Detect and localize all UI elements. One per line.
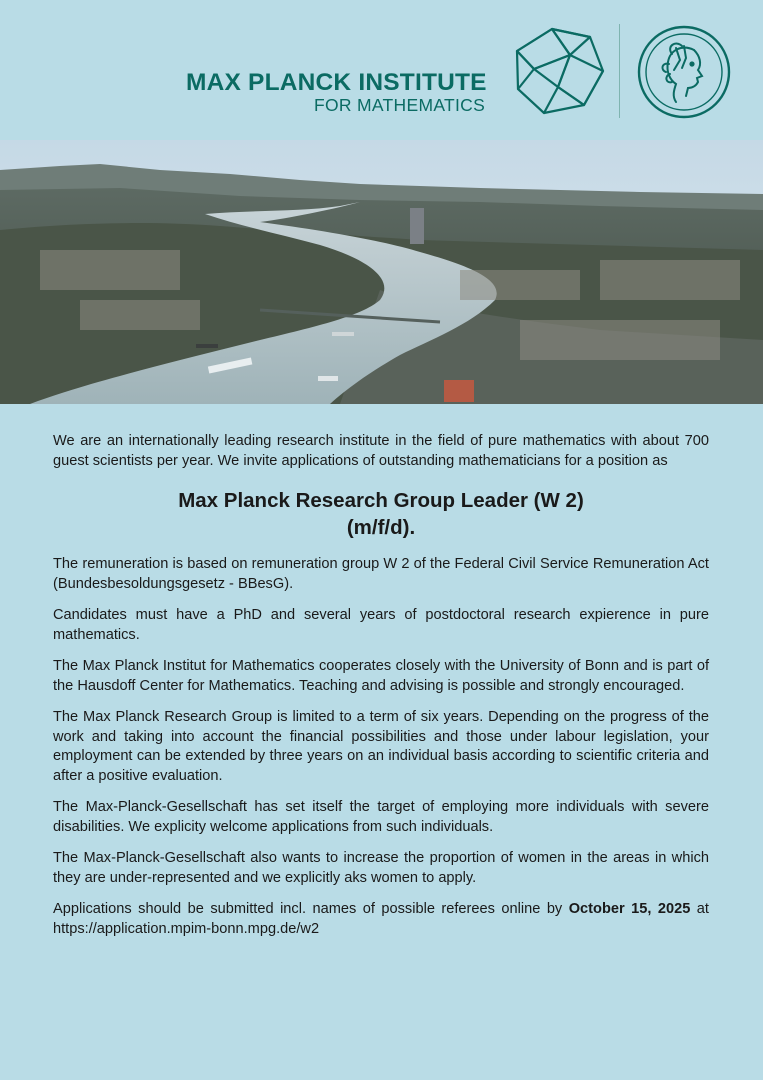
paragraph-disabilities: The Max-Planck-Gesellschaft has set itself the target of employing more individuals with severe disabilities. We explicity welcome applications from such individuals. <box>53 799 709 835</box>
job-posting <box>53 432 709 951</box>
application-url[interactable]: https://application.mpim-bonn.mpg.de/w2 <box>53 920 320 937</box>
header <box>0 0 763 140</box>
application-deadline: October 15, 2025 <box>568 901 691 917</box>
application-text: Applications should be submitted incl. names of possible referees online by <box>53 901 569 917</box>
paragraph-cooperation: The Max Planck Institut for Mathematics cooperates closely with the University of Bonn and is part of the Hausdoff Center for Mathematics. Teaching and advising is possible and strongly encouraged. <box>53 658 709 694</box>
paragraph-remuneration: The remuneration is based on remuneration group W 2 of the Federal Civil Service Remuneration Act (Bundesbesoldungsgesetz - BBesG). <box>53 556 709 592</box>
minerva-seal-icon <box>636 24 732 120</box>
paragraph-candidates: Candidates must have a PhD and several years of postdoctoral research expierence in pure mathematics. <box>53 607 709 643</box>
position-title-line2: (m/f/d). <box>346 516 416 539</box>
polyhedron-logo-icon <box>512 25 606 117</box>
city-river-photo <box>0 140 763 404</box>
paragraph-term: The Max Planck Research Group is limited to a term of six years. Depending on the progress of the work and taking into account the financial possibilities and those under labour legislation, your employment can be extended by three years on an individual basis according to scientific criteria and after a positive evaluation. <box>53 709 709 784</box>
paragraph-women: The Max-Planck-Gesellschaft also wants to increase the proportion of women in the areas in which they are under-represented and we explicitly aks women to apply. <box>53 850 709 886</box>
position-title <box>53 487 709 541</box>
paragraph-application <box>53 900 709 939</box>
intro-text: We are an internationally leading research institute in the field of pure mathematics with about 700 guest scientists per year. We invite applications of outstanding mathematicians for a position as <box>53 433 709 469</box>
application-at: at <box>690 901 709 917</box>
logo-divider <box>619 24 620 118</box>
position-title-line1: Max Planck Research Group Leader (W 2) <box>178 489 584 512</box>
institute-name: MAX PLANCK INSTITUTE <box>186 69 487 96</box>
institute-subtitle: FOR MATHEMATICS <box>314 95 486 115</box>
